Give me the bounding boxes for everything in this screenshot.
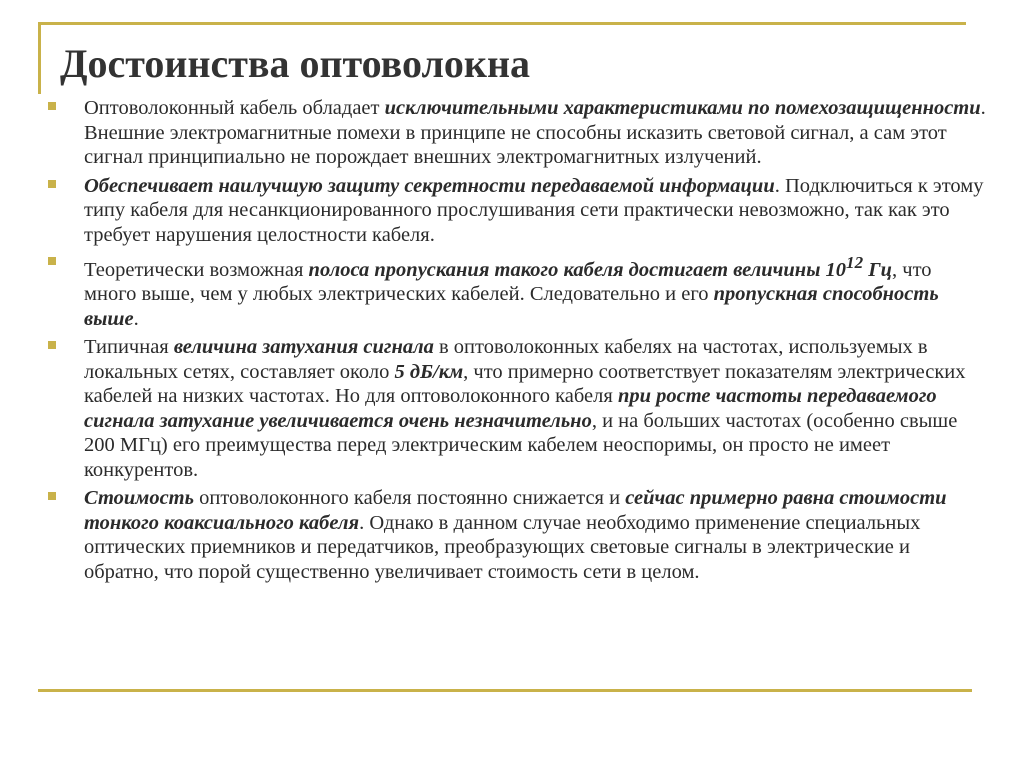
bullet-square-icon	[48, 492, 56, 500]
text-segment: Теоретически возможная	[84, 258, 309, 281]
text-segment: , что примерно соответствует показателям электрических кабелей на низких частотах. Но для оптоволоконного кабеля	[84, 360, 966, 408]
bullet-item-1	[48, 96, 986, 170]
emphasized-text-segment: Стоимость	[84, 487, 194, 510]
text-segment: оптоволоконного кабеля постоянно снижается и	[194, 487, 626, 510]
bullet-item-2	[48, 174, 986, 248]
bullet-square-icon	[48, 102, 56, 110]
bullet-square-icon	[48, 180, 56, 188]
emphasized-text-segment: Гц	[863, 258, 893, 281]
bullet-text	[84, 253, 939, 330]
bullet-item-5	[48, 486, 986, 584]
bullet-square-icon	[48, 257, 56, 265]
emphasized-text-segment: полоса пропускания такого кабеля достигает величины 10	[308, 258, 847, 281]
text-segment: .	[133, 307, 139, 330]
slide-title: Достоинства оптоволокна	[60, 41, 530, 86]
emphasized-text-segment: пропускная способность выше	[84, 283, 939, 330]
emphasized-text-segment: сейчас примерно равна стоимости тонкого коаксиального кабеля	[84, 487, 947, 534]
text-segment: . Внешние электромагнитные помехи в принципе не способны исказить световой сигнал, а сам этот сигнал принципиально не порождает внешних электромагнитных излучений.	[84, 97, 986, 168]
text-segment: в оптоволоконных кабелях на частотах, используемых в локальных сетях, составляет около	[84, 336, 928, 383]
bullet-text	[84, 97, 986, 168]
text-segment: Типичная	[84, 336, 174, 359]
text-segment: . Подключиться к этому типу кабеля для несанкционированного прослушивания сети практически невозможно, так как это требует нарушения целостности кабеля.	[84, 174, 984, 246]
emphasized-text-segment: при росте частоты передаваемого сигнала затухание увеличивается очень незначительно	[84, 385, 937, 432]
bullet-text	[84, 336, 966, 481]
bullet-list	[48, 96, 986, 588]
decorative-bottom-line	[38, 689, 972, 692]
emphasized-text-segment: 5 дБ/км	[394, 360, 464, 383]
emphasized-text-segment: исключительными характеристиками по помехозащищенности	[384, 97, 981, 119]
bullet-square-icon	[48, 341, 56, 349]
emphasized-text-segment: 12	[846, 253, 864, 272]
decorative-left-line	[38, 22, 41, 94]
text-segment: Оптоволоконный кабель обладает	[84, 97, 385, 119]
text-segment: . Однако в данном случае необходимо применение специальных оптических приемников и передатчиков, преобразующих световые сигналы в электрические и обратно, что порой существенно увеличивает стоимость сети в целом.	[84, 511, 921, 583]
text-segment: , и на больших частотах (особенно свыше 200 МГц) его преимущества перед электрическим кабелем неоспоримы, он просто не имеет конкурентов.	[84, 409, 958, 481]
decorative-top-line	[38, 22, 966, 25]
text-segment: , что много выше, чем у любых электрических кабелей. Следовательно и его	[84, 258, 932, 306]
bullet-item-3	[48, 251, 986, 331]
bullet-text	[84, 487, 947, 583]
emphasized-text-segment: Обеспечивает наилучшую защиту секретности передаваемой информации	[84, 174, 775, 197]
bullet-item-4	[48, 335, 986, 482]
emphasized-text-segment: величина затухания сигнала	[173, 336, 434, 359]
bullet-text	[84, 175, 984, 246]
